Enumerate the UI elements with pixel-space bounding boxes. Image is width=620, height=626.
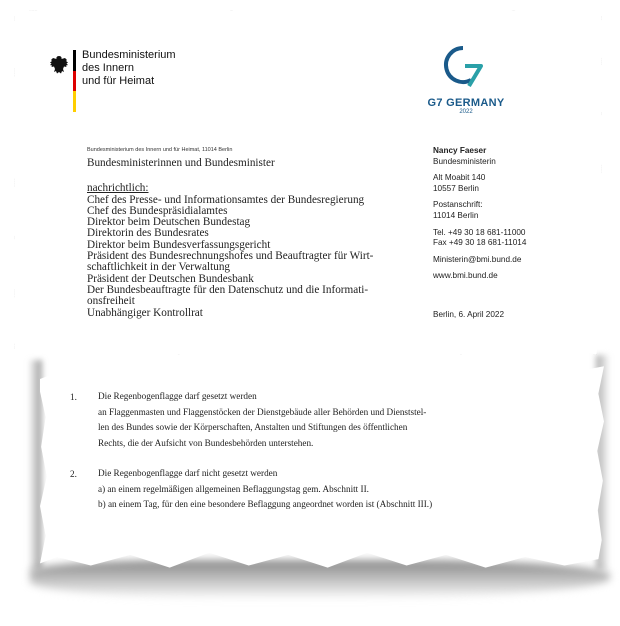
postal-address: 11014 Berlin — [433, 210, 479, 220]
recipient-line: Direktorin des Bundesrates — [87, 227, 209, 240]
website-link[interactable]: www.bmi.bund.de — [433, 271, 498, 281]
g7-mark-icon — [441, 44, 491, 88]
item-line: an Flaggenmasten und Flaggenstöcken der Dienstgebäude aller Behörden und Dienststel- — [98, 406, 427, 417]
postal-label: Postanschrift: — [433, 200, 483, 210]
rule-item-2 — [98, 466, 432, 513]
recipient-line: onsfreiheit — [87, 295, 135, 308]
recipient-line: Chef des Presse- und Informationsamtes der Bundesregierung — [87, 193, 365, 206]
item-line: Rechts, die der Aufsicht von Bundesbehörden unterstehen. — [98, 437, 314, 448]
email-link[interactable]: Ministerin@bmi.bund.de — [433, 254, 522, 264]
recipient-line: Chef des Bundespräsidialamtes — [87, 204, 228, 217]
recipient-line: Der Bundesbeauftragte für den Datenschutz und die Informati- — [87, 283, 369, 296]
recipient-line: Präsident der Deutschen Bundesbank — [87, 272, 254, 285]
item-heading: Die Regenbogenflagge darf gesetzt werden — [98, 391, 257, 401]
recipient-line: Unabhängiger Kontrollrat — [87, 306, 203, 319]
recipient-cc-label: nachrichtlich: — [87, 182, 149, 195]
recipient-line: Direktor beim Deutschen Bundestag — [87, 216, 251, 229]
german-flag-bar — [73, 50, 76, 112]
item-number: 1. — [70, 392, 77, 402]
recipient-line: Direktor beim Bundesverfassungsgericht — [87, 238, 271, 251]
ministry-line: des Innern — [82, 62, 134, 74]
sender-name: Nancy Faeser — [433, 146, 487, 155]
ministry-line: und für Heimat — [82, 75, 155, 87]
g7-logo — [424, 44, 508, 115]
g7-title: G7 GERMANY — [427, 97, 505, 109]
ministry-name — [82, 49, 176, 88]
paper-edge-shadow-bottom — [30, 560, 610, 600]
recipient-line: Präsident des Bundesrechnungshofes und Beauftragter für Wirt- — [87, 250, 374, 263]
sender-role: Bundesministerin — [433, 156, 496, 166]
g7-year: 2022 — [459, 109, 473, 115]
contact-block — [433, 146, 526, 321]
address-city: 10557 Berlin — [433, 183, 479, 193]
recipient-block — [87, 158, 373, 319]
phone-number: Tel. +49 30 18 681-11000 — [433, 227, 526, 237]
recipient-primary: Bundesministerinnen und Bundesminister — [87, 157, 275, 169]
fax-number: Fax +49 30 18 681-11014 — [433, 238, 527, 248]
item-heading: Die Regenbogenflagge darf nicht gesetzt werden — [98, 468, 278, 478]
item-line: a) an einem regelmäßigen allgemeinen Beflaggungstag gem. Abschnitt II. — [98, 483, 369, 494]
letter-date: Berlin, 6. April 2022 — [433, 309, 505, 319]
sender-line: Bundesministerium des Innern und für Heimat, 11014 Berlin — [87, 147, 233, 153]
item-number: 2. — [70, 469, 77, 479]
paper-edge-shadow-left — [28, 360, 42, 570]
recipient-line: schaftlichkeit in der Verwaltung — [87, 261, 231, 274]
address-street: Alt Moabit 140 — [433, 173, 486, 183]
rule-item-1 — [98, 389, 426, 451]
ministry-line: Bundesministerium — [82, 49, 176, 61]
item-line: b) an einem Tag, für den eine besondere Beflaggung angeordnet worden ist (Abschnitt III.) — [98, 499, 433, 509]
federal-eagle-icon — [48, 54, 70, 76]
item-line: len des Bundes sowie der Körperschaften, Anstalten und Stiftungen des öffentlichen — [98, 422, 408, 432]
